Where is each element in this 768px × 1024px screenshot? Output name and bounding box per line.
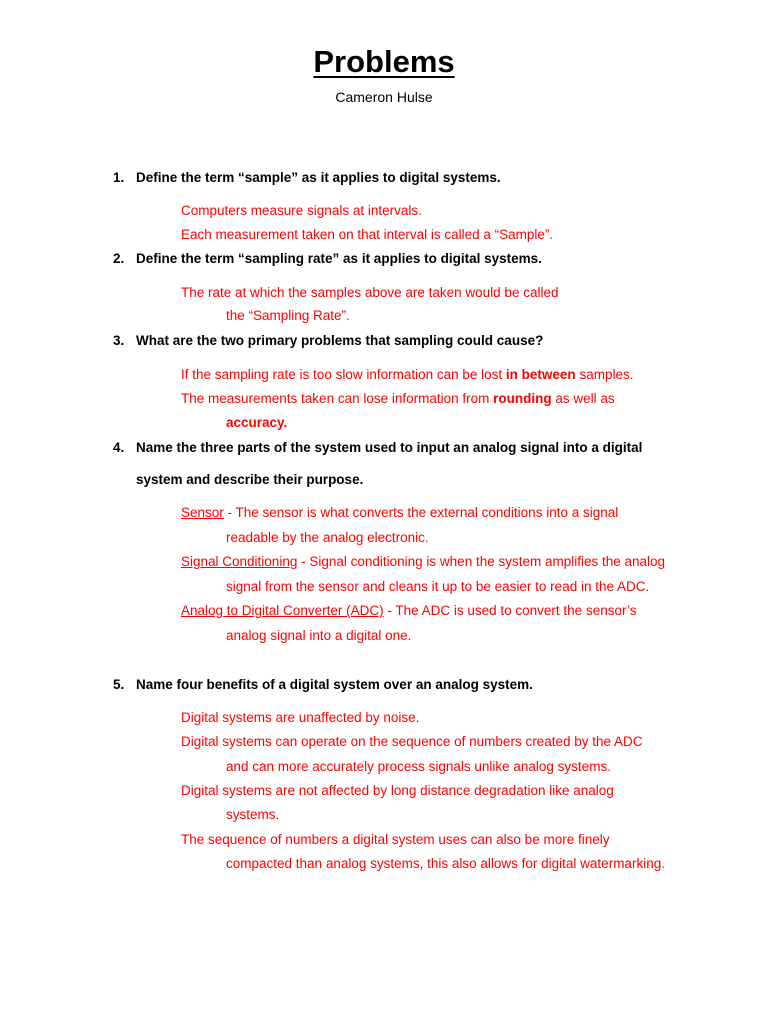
answer-term: Sensor [181, 505, 224, 520]
answer-line: signal from the sensor and cleans it up to be easier to read in the ADC. [226, 579, 650, 594]
answer-line: The rate at which the samples above are taken would be called [181, 285, 559, 300]
answer-line: the “Sampling Rate”. [226, 308, 350, 323]
page-title: Problems [313, 44, 455, 79]
answer-text: The measurements taken can lose information from [181, 391, 494, 406]
answer-emphasis: in between [505, 367, 576, 382]
answer-line [181, 391, 615, 406]
answer-line: Computers measure signals at intervals. [181, 203, 422, 218]
answer-text: If the sampling rate is too slow information can be lost [181, 367, 506, 382]
answer-line: readable by the analog electronic. [226, 530, 429, 545]
answer-line [181, 603, 636, 618]
answer-text: as well as [551, 391, 615, 406]
question-text: Name four benefits of a digital system over an analog system. [136, 677, 533, 692]
answer-line: systems. [226, 807, 280, 822]
author-name: Cameron Hulse [335, 89, 433, 105]
answer-text: samples. [575, 367, 634, 382]
answer-line: accuracy. [226, 415, 288, 430]
answer-line: Digital systems can operate on the sequence of numbers created by the ADC [181, 734, 643, 749]
question-number: 5. [113, 677, 125, 692]
answer-line: Digital systems are not affected by long distance degradation like analog [181, 783, 614, 798]
answer-line [181, 367, 633, 382]
question-text: Name the three parts of the system used to input an analog signal into a digital [136, 440, 643, 455]
question-number: 1. [113, 170, 125, 185]
question-number: 4. [113, 440, 125, 455]
answer-text: - Signal conditioning is when the system amplifies the analog [297, 554, 666, 569]
answer-line [181, 554, 665, 569]
question-number: 3. [113, 333, 125, 348]
answer-line: analog signal into a digital one. [226, 628, 412, 643]
answer-line: and can more accurately process signals unlike analog systems. [226, 759, 611, 774]
answer-line [181, 505, 618, 520]
answer-emphasis: rounding [493, 391, 552, 406]
question-text: Define the term “sampling rate” as it applies to digital systems. [136, 251, 542, 266]
question-text: Define the term “sample” as it applies to digital systems. [136, 170, 501, 185]
answer-line: The sequence of numbers a digital system uses can also be more finely [181, 832, 610, 847]
answer-term: Analog to Digital Converter (ADC) [181, 603, 384, 618]
answer-text: - The ADC is used to convert the sensor’s [383, 603, 637, 618]
answer-text: - The sensor is what converts the external conditions into a signal [223, 505, 619, 520]
answer-line: Digital systems are unaffected by noise. [181, 710, 420, 725]
answer-line: compacted than analog systems, this also allows for digital watermarking. [226, 856, 665, 871]
question-number: 2. [113, 251, 125, 266]
answer-line: Each measurement taken on that interval is called a “Sample”. [181, 227, 554, 242]
question-text: What are the two primary problems that sampling could cause? [136, 333, 544, 348]
question-text: system and describe their purpose. [136, 472, 364, 487]
answer-term: Signal Conditioning [181, 554, 298, 569]
